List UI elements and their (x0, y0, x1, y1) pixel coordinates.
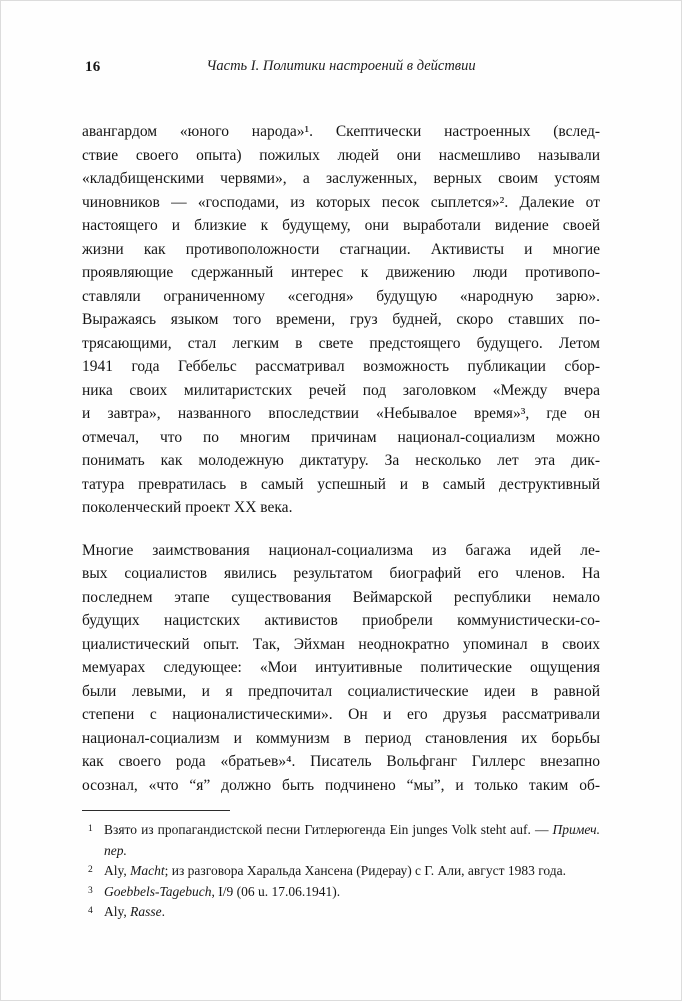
text-line: поколенческий проект XX века. (82, 499, 293, 516)
footnote-text: Aly, Rasse. (104, 904, 165, 919)
footnote-text: Goebbels-Tagebuch, I/9 (06 u. 17.06.1941). (104, 883, 341, 899)
body-text (82, 120, 600, 797)
footnote-item (82, 820, 600, 861)
text-line: вых социалистов явились результатом биографий его членов. На (82, 565, 600, 582)
text-line: чиновников — «господами, из которых песок сыплется»². Далекие от (82, 193, 600, 211)
text-line: Многие заимствования национал-социализма из багажа идей ле- (82, 541, 600, 559)
footnotes-list (82, 820, 600, 923)
text-line: Выражаясь языком того времени, груз будней, скоро ставших по- (82, 311, 600, 328)
text-line: степени с националистическими». Он и его друзья рассматривали (82, 706, 600, 723)
text-line: осознал, «что “я” должно быть подчинено “мы”, и только таким об- (82, 776, 600, 794)
text-line: ставляли ограниченному «сегодня» будущую «народную зарю». (82, 287, 600, 305)
text-line: будущих нацистских активистов приобрели коммунистически-со- (82, 612, 600, 629)
text-line: ствие своего опыта) пожилых людей они насмешливо называли (82, 146, 600, 164)
text-line: национал-социализм и коммунизм в период становления их борьбы (82, 729, 600, 747)
footnote-item (82, 861, 600, 882)
paragraph (82, 539, 600, 798)
text-line: авангардом «юного народа»¹. Скептически настроенных (вслед- (82, 123, 600, 140)
text-line: настоящего и близкие к будущему, они выработали видение своей (82, 217, 600, 234)
footnote-item (82, 882, 600, 903)
text-line: мемуарах следующее: «Мои интуитивные политические ощущения (82, 659, 600, 676)
text-line: последнем этапе существования Веймарской республики немало (82, 588, 600, 606)
page-number: 16 (85, 59, 101, 75)
text-line: трясающими, стал легким в свете предстоящего будущего. Летом (82, 334, 600, 352)
text-line: понимать как молодежную диктатуру. За несколько лет эта дик- (82, 452, 600, 469)
text-line: жизни как противоположности стагнации. Активисты и многие (82, 240, 600, 258)
footnote-separator (82, 810, 230, 811)
footnote-marker: 2 (88, 865, 93, 875)
footnote-item (82, 902, 600, 923)
footnote-marker: 1 (88, 824, 93, 834)
footnote-text: Взято из пропагандистской песни Гитлерюгенда Ein junges Volk steht auf. — Примеч. пер. (104, 822, 600, 858)
text-line: ника своих милитаристских речей под заголовком «Между вчера (82, 381, 600, 399)
footnote-text: Aly, Macht; из разговора Харальда Хансена (Ридерау) с Г. Али, август 1983 года. (104, 863, 567, 878)
text-line: «кладбищенскими червями», а заслуженных, верных своим устоям (82, 170, 600, 187)
text-line: и завтра», названного впоследствии «Небывалое время»³, где он (82, 405, 600, 422)
paragraph (82, 120, 600, 520)
running-head: Часть I. Политики настроений в действии (206, 58, 476, 74)
text-line: проявляющие сдержанный интерес к движению люди противопо- (82, 264, 600, 281)
text-line: 1941 года Геббельс рассматривал возможность публикации сбор- (82, 358, 600, 375)
footnote-marker: 4 (88, 906, 93, 916)
text-line: как своего рода «братьев»⁴. Писатель Вольфганг Гиллерс внезапно (82, 753, 600, 770)
text-line: были левыми, и я предпочитал социалистические идеи в равной (82, 682, 600, 700)
text-line: циалистический опыт. Так, Эйхман неоднократно упоминал в своих (82, 635, 600, 653)
footnote-marker: 3 (88, 885, 93, 896)
text-line: отмечал, что по многим причинам национал-социализм можно (82, 428, 600, 446)
page-header (82, 58, 600, 78)
text-line: татура превратилась в самый успешный и в самый деструктивный (82, 475, 600, 493)
